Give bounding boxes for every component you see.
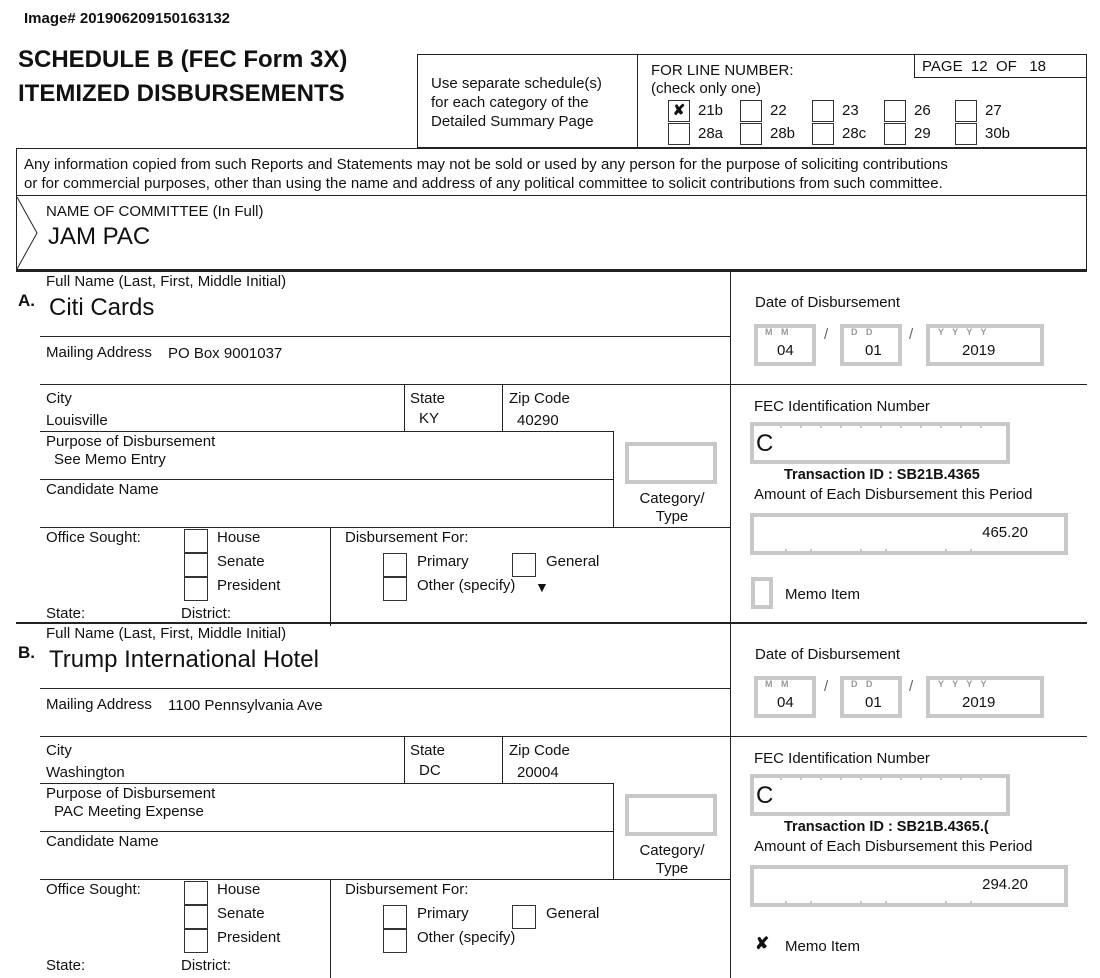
house-checkbox[interactable] — [184, 529, 208, 553]
line-28c-checkbox[interactable] — [812, 123, 834, 145]
entry-letter: B. — [18, 643, 35, 662]
date-month: 04 — [777, 694, 794, 711]
purpose: See Memo Entry — [54, 451, 166, 468]
entry-0 — [0, 270, 1100, 626]
memo-item-checkbox[interactable]: ✘ — [751, 929, 773, 961]
zip-label: Zip Code — [509, 742, 570, 759]
yyyy-placeholder: Y Y Y Y — [938, 327, 990, 337]
payee-name: Citi Cards — [49, 294, 155, 321]
house-checkbox[interactable] — [184, 881, 208, 905]
date-year: 2019 — [962, 342, 996, 359]
memo-item-label: Memo Item — [785, 586, 861, 603]
disbursement-for-label: Disbursement For: — [345, 529, 469, 546]
category-type-label: Category/ Type — [639, 490, 705, 525]
category-type-box[interactable] — [625, 794, 717, 836]
entry-split — [730, 270, 731, 626]
date-month: 04 — [777, 342, 794, 359]
triangle-down-icon: ▼ — [535, 579, 549, 595]
line-28b-checkbox[interactable] — [740, 123, 762, 145]
general-label: General — [546, 905, 600, 922]
line-28a-label: 28a — [698, 125, 724, 142]
senate-label: Senate — [217, 905, 265, 922]
primary-checkbox[interactable] — [383, 905, 407, 929]
entry-1 — [0, 622, 1100, 978]
state: KY — [419, 410, 440, 427]
other-label: Other (specify) — [417, 577, 516, 594]
purpose-label: Purpose of Disbursement — [46, 433, 216, 450]
line-28b-label: 28b — [770, 125, 796, 142]
state-label: State — [410, 742, 446, 759]
zip-label: Zip Code — [509, 390, 570, 407]
fec-id-label: FEC Identification Number — [754, 750, 930, 767]
city-label: City — [46, 742, 72, 759]
date-label: Date of Disbursement — [755, 294, 901, 311]
page-indicator: PAGE 12 OF 18 — [922, 58, 1046, 75]
full-name-label: Full Name (Last, First, Middle Initial) — [46, 273, 287, 290]
instructions-text: Use separate schedule(s) for each category of the Detailed Summary Page — [431, 75, 602, 130]
general-checkbox[interactable] — [512, 553, 536, 577]
mailing-address: 1100 Pennsylvania Ave — [168, 697, 323, 714]
state: DC — [419, 762, 441, 779]
city: Washington — [46, 764, 125, 781]
house-label: House — [217, 881, 261, 898]
notice-text: Any information copied from such Reports and Statements may not be sold or used by any person for the purpose of soliciting contributions or for commercial purposes, other than using the name and address of any political committee to solicit contributions from such committee. — [24, 156, 948, 192]
amount-label: Amount of Each Disbursement this Period — [754, 486, 1033, 503]
date-day: 01 — [865, 342, 882, 359]
line-30b-label: 30b — [985, 125, 1011, 142]
payee-name: Trump International Hotel — [49, 646, 319, 673]
state-field-label: State: — [46, 957, 86, 974]
committee-name: JAM PAC — [48, 223, 151, 250]
fec-id-label: FEC Identification Number — [754, 398, 930, 415]
line-23-label: 23 — [842, 102, 859, 119]
other-checkbox[interactable] — [383, 577, 407, 601]
president-label: President — [217, 577, 281, 594]
amount: 294.20 — [982, 876, 1028, 893]
date-year: 2019 — [962, 694, 996, 711]
line-29-checkbox[interactable] — [884, 123, 906, 145]
line-30b-checkbox[interactable] — [955, 123, 977, 145]
mm-placeholder: M M — [765, 679, 792, 689]
committee-label: NAME OF COMMITTEE (In Full) — [46, 203, 264, 220]
line-21b-label: 21b — [698, 102, 724, 119]
fec-id-box[interactable] — [750, 422, 1010, 464]
president-label: President — [217, 929, 281, 946]
house-label: House — [217, 529, 261, 546]
office-sought-label: Office Sought: — [46, 529, 141, 546]
line-26-checkbox[interactable] — [884, 100, 906, 122]
mm-placeholder: M M — [765, 327, 792, 337]
dd-placeholder: D D — [851, 679, 876, 689]
fec-id-prefix: C — [756, 782, 774, 809]
line-28c-label: 28c — [842, 125, 867, 142]
zip-code: 40290 — [517, 412, 559, 429]
image-id: Image# 201906209150163132 — [24, 10, 231, 27]
transaction-id: Transaction ID : SB21B.4365 — [784, 467, 980, 483]
category-type-label: Category/ Type — [639, 842, 705, 877]
purpose: PAC Meeting Expense — [54, 803, 204, 820]
fec-id-prefix: C — [756, 430, 774, 457]
city-label: City — [46, 390, 72, 407]
line-23-checkbox[interactable] — [812, 100, 834, 122]
candidate-name-label: Candidate Name — [46, 833, 159, 850]
committee-chevron-icon — [16, 196, 40, 270]
state-field-label: State: — [46, 605, 86, 622]
mailing-address-label: Mailing Address — [46, 344, 152, 361]
candidate-name-label: Candidate Name — [46, 481, 159, 498]
date-slash-2: / — [909, 326, 914, 343]
mailing-address: PO Box 9001037 — [168, 345, 283, 362]
line-29-label: 29 — [914, 125, 931, 142]
disbursement-for-label: Disbursement For: — [345, 881, 469, 898]
date-slash-1: / — [824, 326, 829, 343]
date-slash-1: / — [824, 678, 829, 695]
general-checkbox[interactable] — [512, 905, 536, 929]
amount: 465.20 — [982, 524, 1028, 541]
category-type-box[interactable] — [625, 442, 717, 484]
president-checkbox[interactable] — [184, 577, 208, 601]
city: Louisville — [46, 412, 108, 429]
other-checkbox[interactable] — [383, 929, 407, 953]
senate-label: Senate — [217, 553, 265, 570]
line-27-label: 27 — [985, 102, 1002, 119]
form-subtitle: ITEMIZED DISBURSEMENTS — [18, 80, 345, 107]
fec-id-box[interactable] — [750, 774, 1010, 816]
line-22-label: 22 — [770, 102, 787, 119]
line-22-checkbox[interactable] — [740, 100, 762, 122]
zip-code: 20004 — [517, 764, 559, 781]
entry-letter: A. — [18, 291, 35, 310]
senate-checkbox[interactable] — [184, 553, 208, 577]
line-number-label: FOR LINE NUMBER: — [651, 62, 794, 79]
primary-label: Primary — [417, 553, 469, 570]
district-field-label: District: — [181, 957, 231, 974]
purpose-label: Purpose of Disbursement — [46, 785, 216, 802]
district-field-label: District: — [181, 605, 231, 622]
line-26-label: 26 — [914, 102, 931, 119]
date-label: Date of Disbursement — [755, 646, 901, 663]
memo-item-checkbox[interactable] — [751, 577, 773, 609]
check-only-one: (check only one) — [651, 80, 762, 97]
form-title: SCHEDULE B (FEC Form 3X) — [18, 46, 348, 73]
amount-label: Amount of Each Disbursement this Period — [754, 838, 1033, 855]
mailing-address-label: Mailing Address — [46, 696, 152, 713]
entry-top-rule — [16, 270, 1087, 272]
general-label: General — [546, 553, 600, 570]
senate-checkbox[interactable] — [184, 905, 208, 929]
office-sought-label: Office Sought: — [46, 881, 141, 898]
yyyy-placeholder: Y Y Y Y — [938, 679, 990, 689]
line-28a-checkbox[interactable] — [668, 123, 690, 145]
primary-checkbox[interactable] — [383, 553, 407, 577]
president-checkbox[interactable] — [184, 929, 208, 953]
state-label: State — [410, 390, 446, 407]
date-slash-2: / — [909, 678, 914, 695]
memo-item-label: Memo Item — [785, 938, 861, 955]
line-27-checkbox[interactable] — [955, 100, 977, 122]
dd-placeholder: D D — [851, 327, 876, 337]
primary-label: Primary — [417, 905, 469, 922]
other-label: Other (specify) — [417, 929, 516, 946]
entry-top-rule — [16, 622, 1087, 624]
date-day: 01 — [865, 694, 882, 711]
transaction-id: Transaction ID : SB21B.4365.( — [784, 819, 989, 835]
full-name-label: Full Name (Last, First, Middle Initial) — [46, 625, 287, 642]
entry-split — [730, 622, 731, 978]
line-21b-checkbox[interactable]: ✘ — [668, 100, 690, 122]
